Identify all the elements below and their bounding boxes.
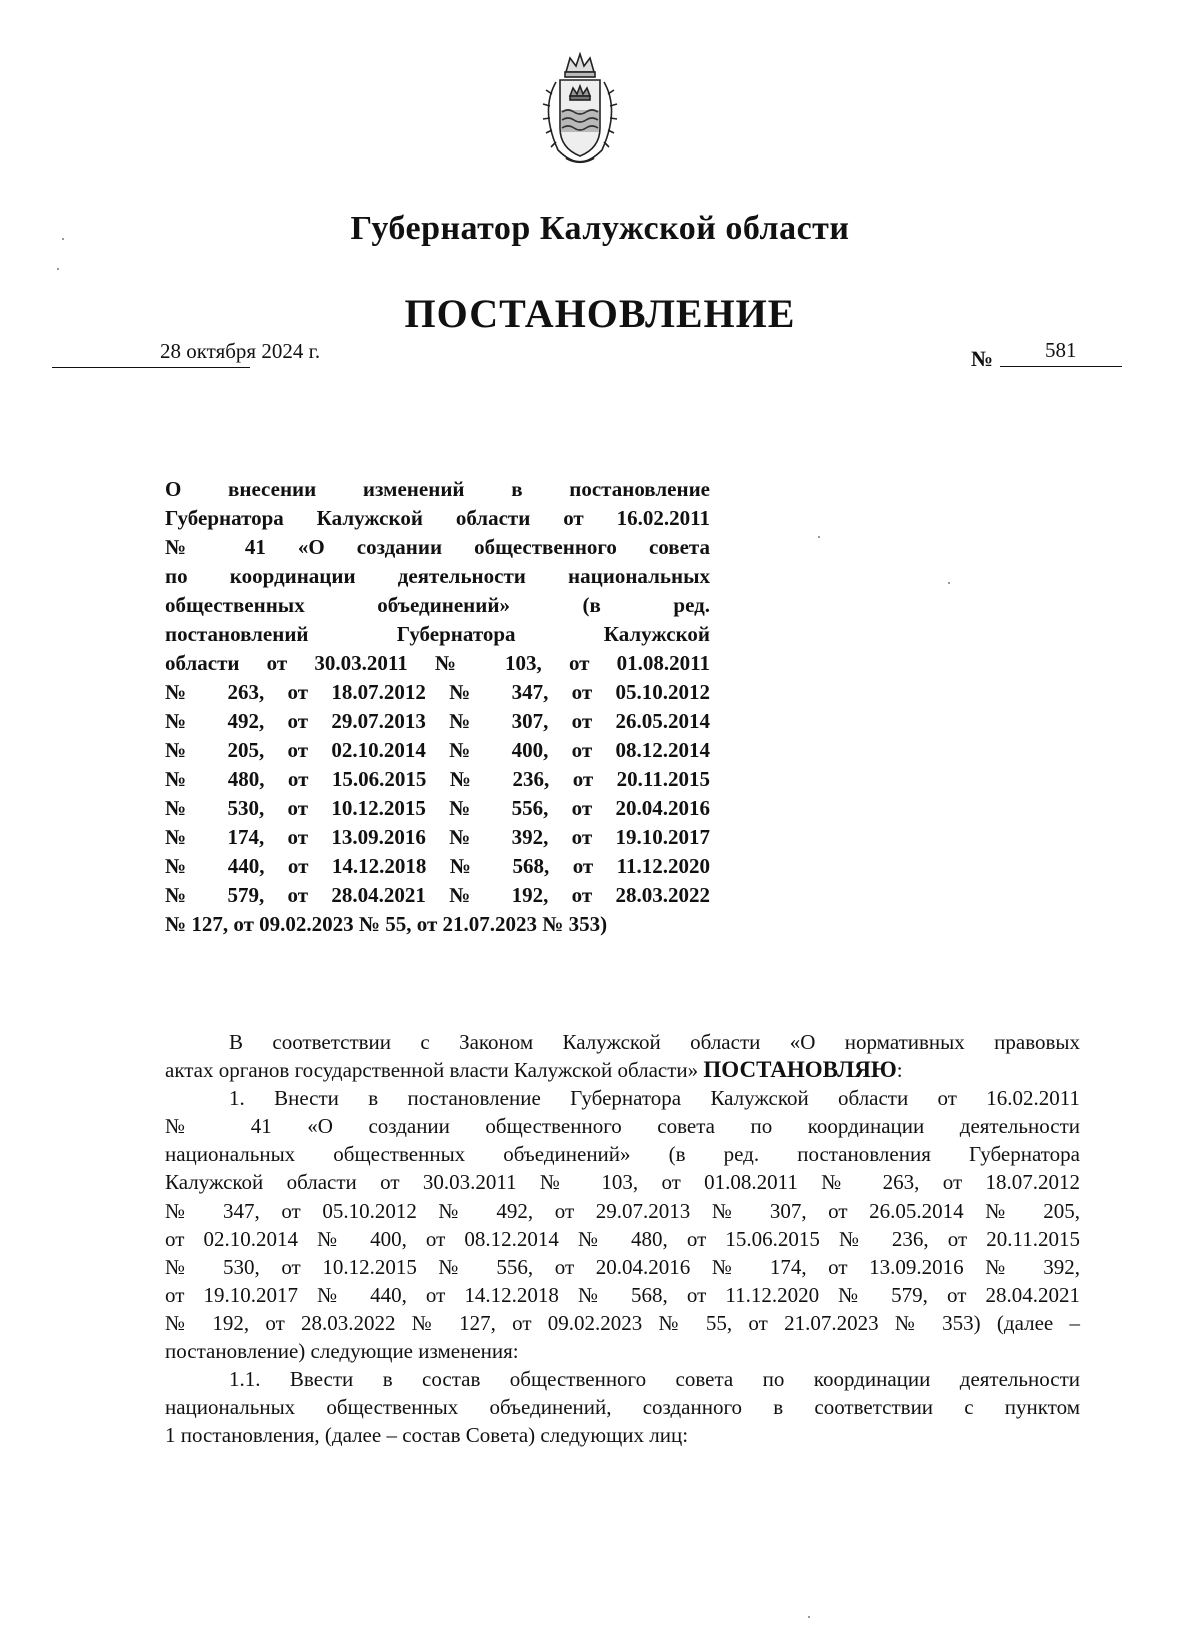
item-1-line: национальных общественных объединений» (в ред. постановления Губернатора: [165, 1142, 1080, 1167]
item-1-line: № 347, от 05.10.2012 № 492, от 29.07.2013 № 307, от 26.05.2014 № 205,: [165, 1198, 1080, 1223]
item-1-line: от 02.10.2014 № 400, от 08.12.2014 № 480, от 15.06.2015 № 236, от 20.11.2015: [165, 1226, 1080, 1251]
item-1-line: 1. Внести в постановление Губернатора Калужской области от 16.02.2011: [229, 1086, 1080, 1111]
item-1-line: № 530, от 10.12.2015 № 556, от 20.04.2016 № 174, от 13.09.2016 № 392,: [165, 1254, 1080, 1279]
document-date: 28 октября 2024 г.: [160, 339, 321, 363]
subject-line: области от 30.03.2011 № 103, от 01.08.2011: [165, 651, 710, 675]
decree-colon: :: [896, 1058, 903, 1083]
document-body: [165, 1028, 1080, 1449]
subject-line: № 205, от 02.10.2014 № 400, от 08.12.2014: [165, 738, 710, 762]
scan-speck: [818, 536, 820, 538]
subject-line: № 492, от 29.07.2013 № 307, от 26.05.2014: [165, 709, 710, 733]
subject-line: № 41 «О создании общественного совета: [165, 535, 710, 559]
subject-line: по координации деятельности национальных: [165, 564, 710, 588]
subject-line: постановлений Губернатора Калужской: [165, 622, 710, 646]
scan-speck: [948, 582, 950, 584]
subject-line: О внесении изменений в постановление: [165, 477, 710, 501]
scan-speck: [62, 238, 64, 240]
item-1-1-line: национальных общественных объединений, созданного в соответствии с пунктом: [165, 1395, 1080, 1420]
item-1-1-line: 1.1. Ввести в состав общественного совета по координации деятельности: [229, 1367, 1080, 1392]
item-1-line: Калужской области от 30.03.2011 № 103, от 01.08.2011 № 263, от 18.07.2012: [165, 1170, 1080, 1195]
subject-line: № 480, от 15.06.2015 № 236, от 20.11.2015: [165, 767, 710, 791]
date-underline: [52, 367, 250, 368]
subject-line: Губернатора Калужской области от 16.02.2011: [165, 506, 710, 530]
item-1-line: № 41 «О создании общественного совета по координации деятельности: [165, 1114, 1080, 1139]
decree-word: ПОСТАНОВЛЯЮ: [703, 1057, 897, 1083]
coat-of-arms-emblem: [530, 50, 630, 170]
issuing-authority: Губернатор Калужской области: [350, 210, 850, 247]
subject-line: № 530, от 10.12.2015 № 556, от 20.04.2016: [165, 796, 710, 820]
subject-line: № 263, от 18.07.2012 № 347, от 05.10.2012: [165, 680, 710, 704]
number-underline: [1000, 366, 1122, 367]
subject-line: № 174, от 13.09.2016 № 392, от 19.10.2017: [165, 825, 710, 849]
item-1-1-line: 1 постановления, (далее – состав Совета) следующих лиц:: [165, 1423, 689, 1448]
subject-line: общественных объединений» (в ред.: [165, 593, 710, 617]
item-1-line: постановление) следующие изменения:: [165, 1339, 519, 1364]
preamble-line: В соответствии с Законом Калужской области «О нормативных правовых: [229, 1030, 1080, 1054]
subject-line: № 127, от 09.02.2023 № 55, от 21.07.2023 № 353): [165, 912, 608, 936]
subject-line: № 440, от 14.12.2018 № 568, от 11.12.2020: [165, 854, 710, 878]
scan-speck: [808, 1616, 810, 1618]
document-number: 581: [1045, 338, 1077, 362]
preamble-line: [165, 1056, 1080, 1084]
document-subject: [165, 475, 710, 939]
document-type-title: ПОСТАНОВЛЕНИЕ: [404, 291, 796, 336]
document-number-label: №: [971, 346, 994, 371]
subject-line: № 579, от 28.04.2021 № 192, от 28.03.2022: [165, 883, 710, 907]
item-1-line: № 192, от 28.03.2022 № 127, от 09.02.2023 № 55, от 21.07.2023 № 353) (далее –: [165, 1310, 1080, 1335]
preamble-text: актах органов государственной власти Калужской области»: [165, 1058, 699, 1083]
item-1-line: от 19.10.2017 № 440, от 14.12.2018 № 568, от 11.12.2020 № 579, от 28.04.2021: [165, 1282, 1080, 1307]
scan-speck: [57, 268, 59, 270]
